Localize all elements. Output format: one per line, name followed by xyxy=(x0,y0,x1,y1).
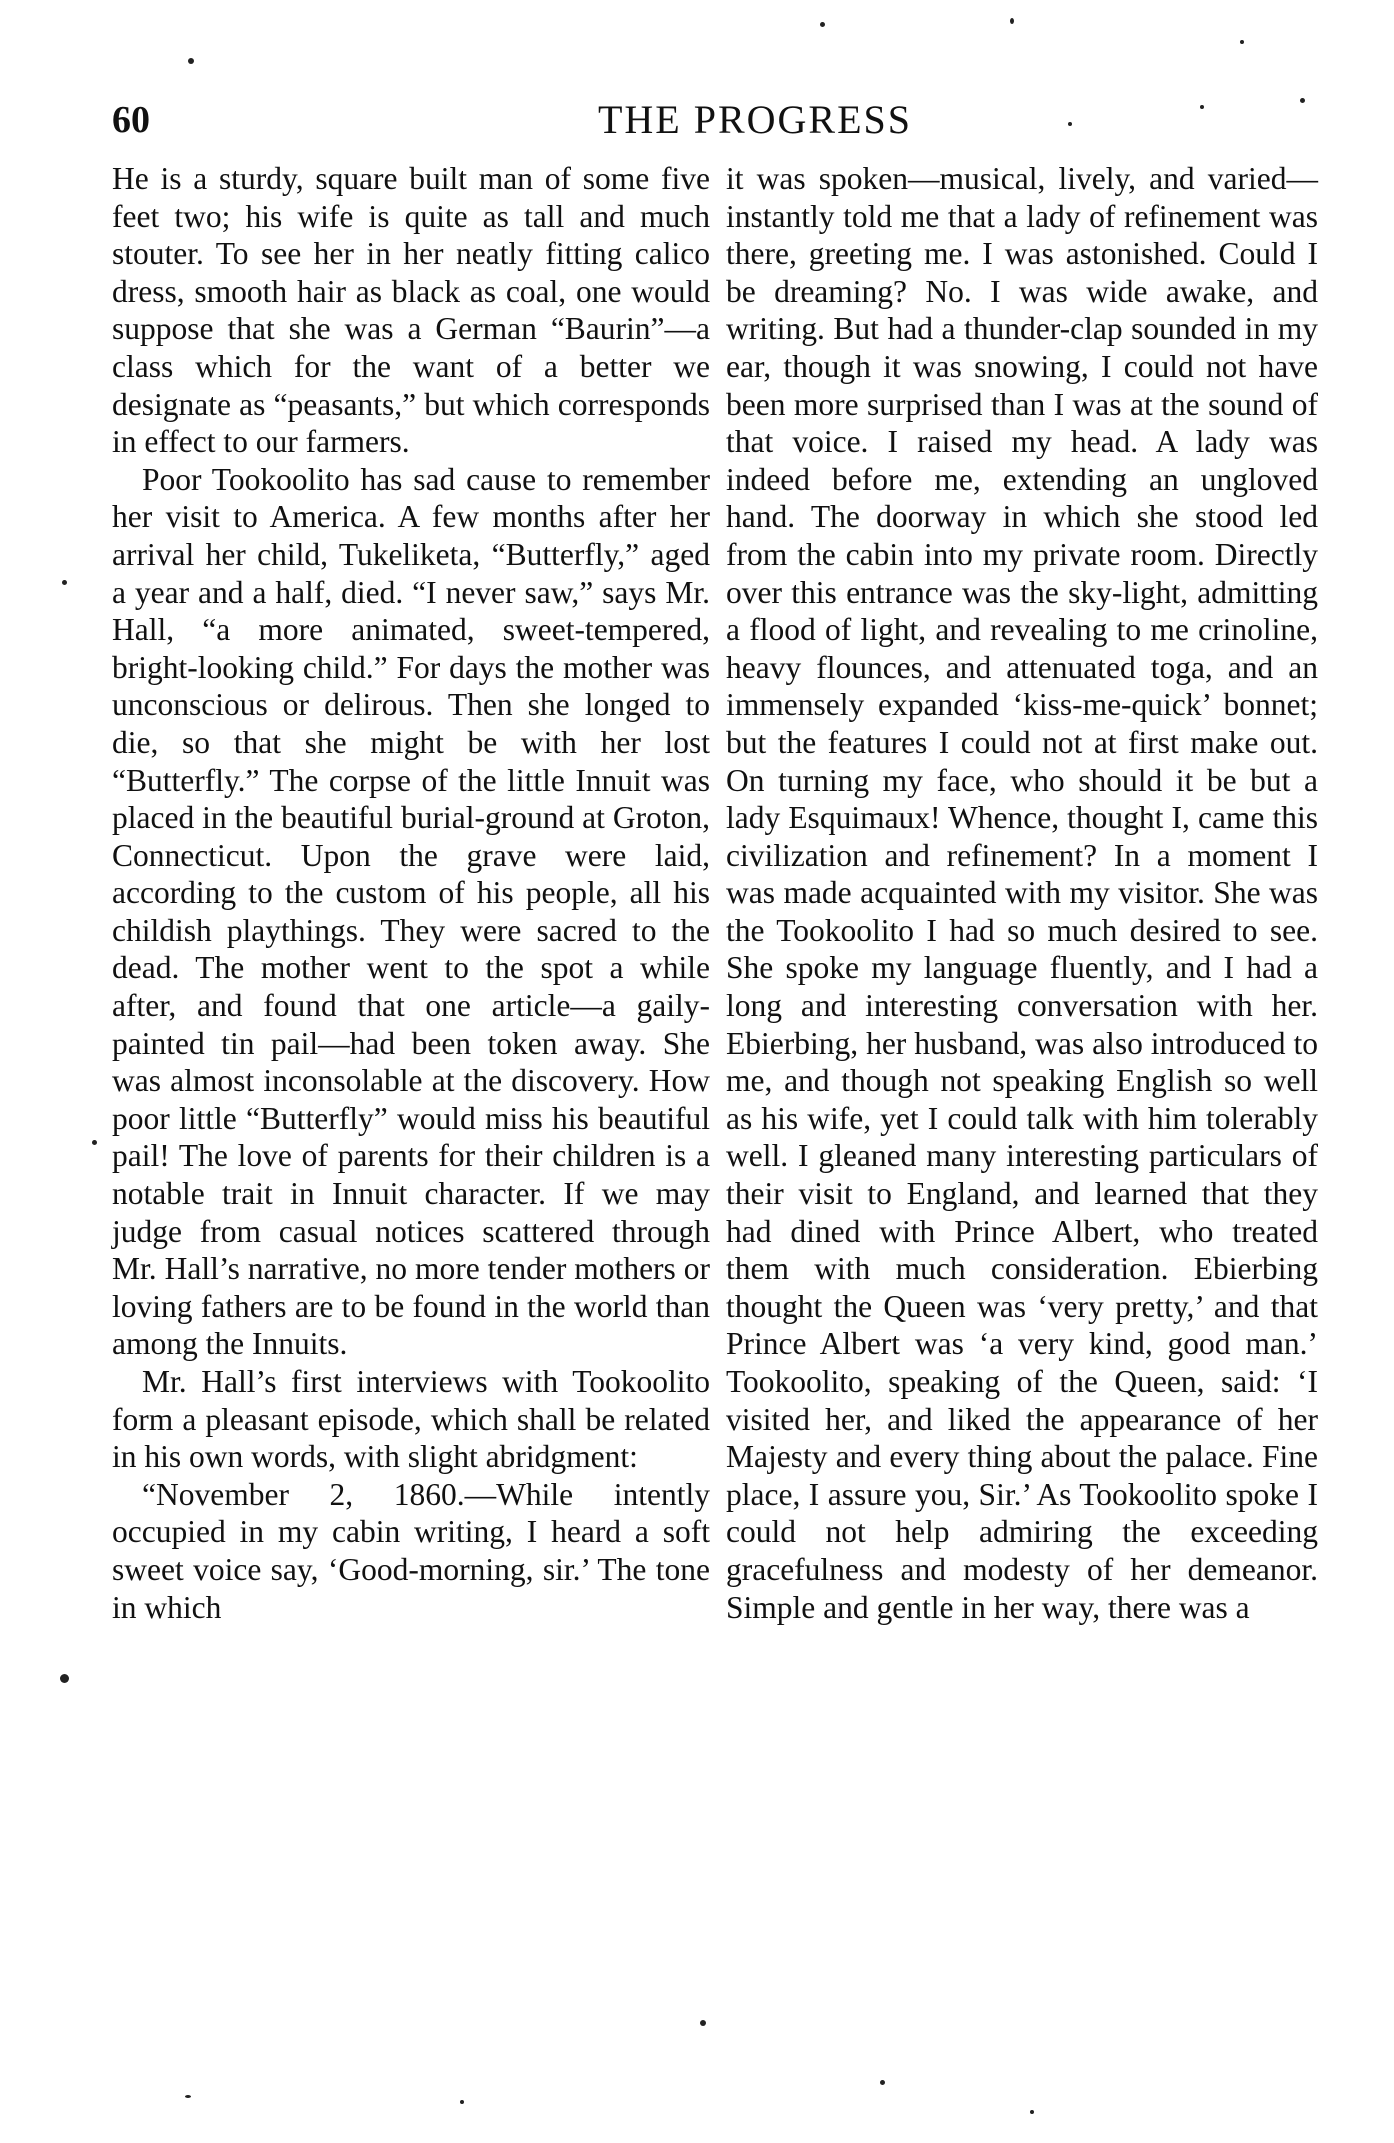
paragraph-butterfly: Poor Tookoolito has sad cause to remember her visit to America. A few months after her arrival her child, Tukeliketa, “Butterfly,” aged a year and a half, died. “I never saw,” says Mr. Hall, “a more animated, sweet-tempered, bright-looking child.” For days the mother was unconscious or delirous. Then she longed to die, so that she might be with her lost “Butterfly.” The corpse of the little Innuit was placed in the beautiful burial-ground at Groton, Connecticut. Upon the grave were laid, according to the custom of his people, all his childish playthings. They were sacred to the dead. The mother went to the spot a while after, and found that one article—a gaily-painted tin pail—had been token away. She was almost inconsolable at the discovery. How poor little “Butterfly” would miss his beautiful pail! The love of parents for their children is a notable trait in Innuit character. If we may judge from casual notices scattered through Mr. Hall’s narrative, no more tender mothers or loving fathers are to be found in the world than among the Innuits. xyxy=(112,461,710,1362)
running-title: THE PROGRESS xyxy=(597,97,913,142)
scan-speck xyxy=(1030,2110,1034,2114)
right-column xyxy=(726,160,1318,1626)
paragraph-november-entry: “November 2, 1860.—While intently occupied in my cabin writing, I heard a soft sweet voice say, ‘Good-morning, sir.’ The tone in which xyxy=(112,1476,710,1625)
scan-speck xyxy=(1200,105,1204,109)
paragraph-continued: it was spoken—musical, lively, and varied—instantly told me that a lady of refinement was there, greeting me. I was astonished. Could I be dreaming? No. I was wide awake, and writing. But had a thunder-clap sounded in my ear, though it was snowing, I could not have been more surprised than I was at the sound of that voice. I raised my head. A lady was indeed before me, extending an ungloved hand. The doorway in which she stood led from the cabin into my private room. Directly over this entrance was the sky-light, admitting a flood of light, and revealing to me crinoline, heavy flounces, and attenuated toga, and an immensely expanded ‘kiss-me-quick’ bonnet; but the features I could not at first make out. On turning my face, who should it be but a lady Esquimaux! Whence, thought I, came this civilization and refinement? In a moment I was made acquainted with my visitor. She was the Tookoolito I had so much desired to see. She spoke my language fluently, and I had a long and interesting conversation with her. Ebierbing, her husband, was also introduced to me, and though not speaking English so well as his wife, yet I could talk with him tolerably well. I gleaned many interesting particulars of their visit to England, and learned that they had dined with Prince Albert, who treated them with much consideration. Ebierbing thought the Queen was ‘very pretty,’ and that Prince Albert was ‘a very kind, good man.’ Tookoolito, speaking of the Queen, said: ‘I visited her, and liked the appearance of her Majesty and every thing about the palace. Fine place, I assure you, Sir.’ As Tookoolito spoke I could not help admiring the exceeding gracefulness and modesty of her demeanor. Simple and gentle in her way, there was a xyxy=(726,161,1318,1625)
scan-speck xyxy=(185,2095,191,2098)
scan-speck xyxy=(62,580,67,585)
scan-speck xyxy=(700,2020,706,2026)
left-column xyxy=(112,160,710,1626)
page-number: 60 xyxy=(112,99,150,141)
scan-speck xyxy=(460,2100,464,2104)
scan-speck xyxy=(1010,18,1014,24)
paragraph-baurin: He is a sturdy, square built man of some five feet two; his wife is quite as tall and much stouter. To see her in her neatly fitting calico dress, smooth hair as black as coal, one would suppose that she was a German “Baurin”—a class which for the want of a better we designate as “peasants,” but which corresponds in effect to our farmers. xyxy=(112,161,710,460)
scan-speck xyxy=(1068,122,1072,126)
scan-speck xyxy=(60,1674,69,1683)
scan-speck xyxy=(92,1140,97,1145)
scan-speck xyxy=(1300,98,1305,103)
paragraph-first-interviews: Mr. Hall’s first interviews with Tookoolito form a pleasant episode, which shall be related in his own words, with slight abridgment: xyxy=(112,1364,710,1475)
scan-speck xyxy=(1240,40,1244,44)
scan-speck xyxy=(820,22,825,27)
scan-speck xyxy=(188,58,194,64)
page-header xyxy=(100,92,1300,152)
scan-speck xyxy=(880,2080,885,2085)
